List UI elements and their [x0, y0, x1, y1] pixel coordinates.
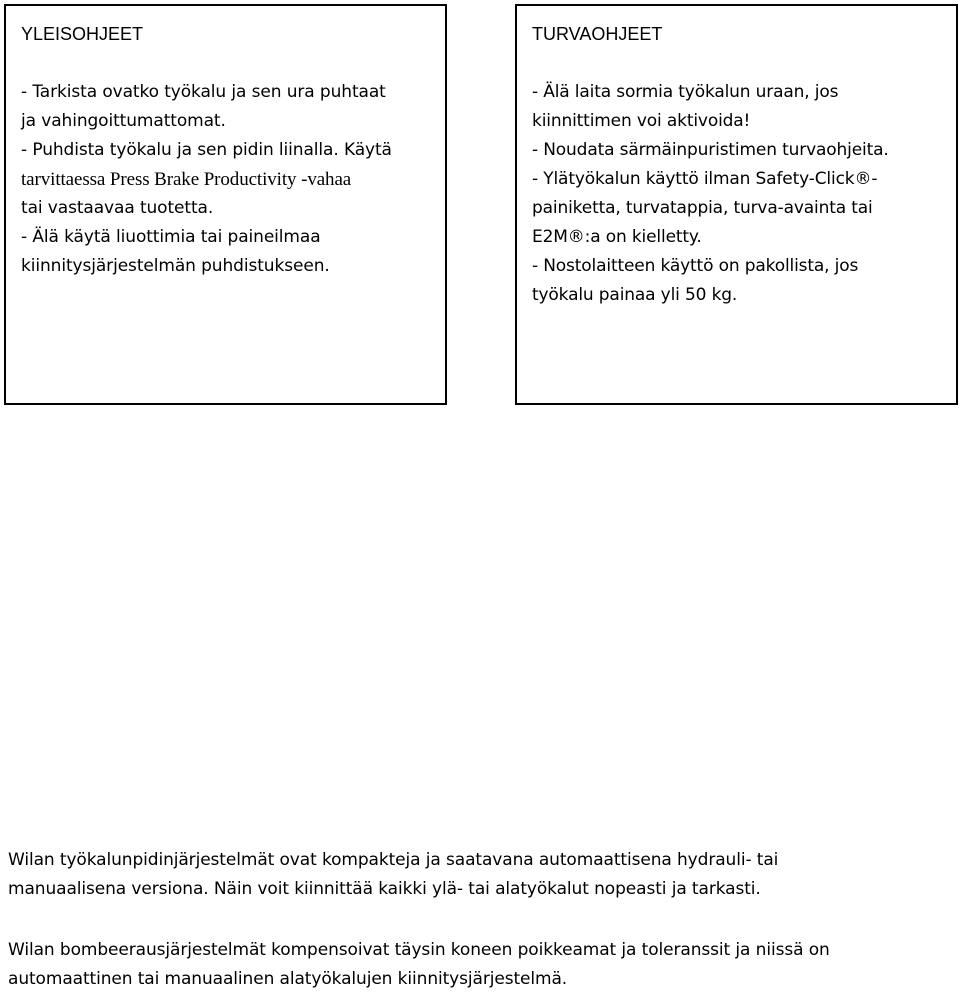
paragraph-line: manuaalisena versiona. Näin voit kiinnittää kaikki ylä- tai alatyökalut nopeasti ja tarkasti. [8, 879, 761, 899]
safety-line: E2M®:a on kielletty. [532, 227, 702, 247]
safety-line: - Älä laita sormia työkalun uraan, jos [532, 82, 839, 102]
safety-line: - Ylätyökalun käyttö ilman Safety-Click®- [532, 169, 878, 189]
paragraph-line: automaattinen tai manuaalinen alatyökalujen kiinnitysjärjestelmä. [8, 969, 568, 989]
crowning-paragraph [8, 936, 830, 994]
general-line: - Puhdista työkalu ja sen pidin liinalla. Käytä [21, 140, 392, 160]
paragraph-line: Wilan työkalunpidinjärjestelmät ovat kompakteja ja saatavana automaattisena hydrauli- tai [8, 850, 779, 870]
paragraph-line: Wilan bombeerausjärjestelmät kompensoivat täysin koneen poikkeamat ja toleranssit ja niissä on [8, 940, 830, 960]
general-line: tai vastaavaa tuotetta. [21, 198, 214, 218]
general-line: kiinnitysjärjestelmän puhdistukseen. [21, 256, 330, 276]
safety-line: - Nostolaitteen käyttö on pakollista, jos [532, 256, 859, 276]
general-instructions-box [4, 4, 447, 405]
safety-line: painiketta, turvatappia, turva-avainta tai [532, 198, 873, 218]
general-instructions-title: YLEISOHJEET [21, 24, 144, 44]
general-line: tarvittaessa Press Brake Productivity -vahaa [21, 169, 352, 190]
safety-line: - Noudata särmäinpuristimen turvaohjeita. [532, 140, 889, 160]
general-line: - Älä käytä liuottimia tai paineilmaa [21, 227, 321, 247]
safety-instructions-box [515, 4, 958, 405]
general-line: ja vahingoittumattomat. [21, 111, 226, 131]
safety-instructions-title: TURVAOHJEET [532, 24, 663, 44]
general-instructions-text [21, 78, 392, 281]
safety-instructions-text [532, 78, 889, 310]
general-line: - Tarkista ovatko työkalu ja sen ura puhtaat [21, 82, 386, 102]
safety-line: työkalu painaa yli 50 kg. [532, 285, 738, 305]
safety-line: kiinnittimen voi aktivoida! [532, 111, 751, 131]
toolholder-paragraph [8, 846, 778, 904]
